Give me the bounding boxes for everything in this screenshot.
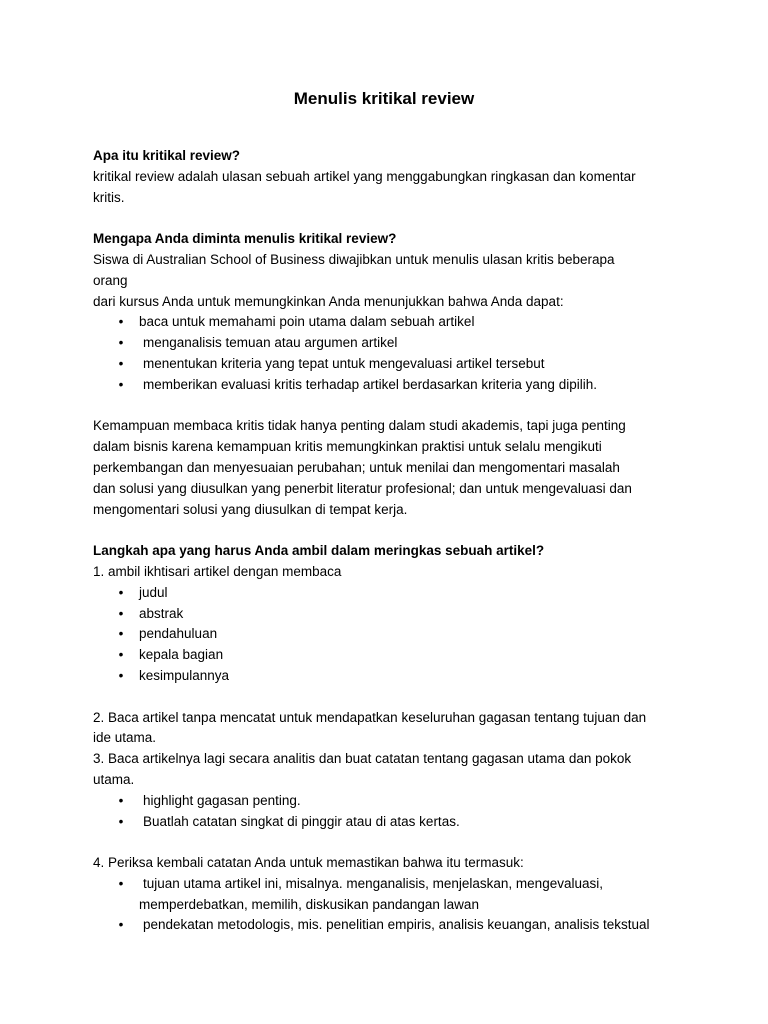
- list-item: [93, 312, 693, 333]
- list-item-text: menentukan kriteria yang tepat untuk mengevaluasi artikel tersebut: [143, 355, 545, 371]
- list-item-text: judul: [139, 584, 168, 600]
- step-line: 1. ambil ikhtisari artikel dengan membaca: [93, 563, 342, 579]
- bullet-icon: •: [118, 584, 124, 600]
- list-item: [93, 915, 693, 936]
- section-heading-why: Mengapa Anda diminta menulis kritikal review?: [93, 231, 397, 247]
- bullet-icon: •: [118, 813, 124, 829]
- list-item-text: kepala bagian: [139, 647, 224, 663]
- bullet-icon: •: [118, 875, 124, 891]
- list-item: [93, 375, 693, 396]
- paragraph-line: dari kursus Anda untuk memungkinkan Anda menunjukkan bahwa Anda dapat:: [93, 293, 564, 309]
- list-item-text: baca untuk memahami poin utama dalam sebuah artikel: [139, 314, 475, 330]
- bullet-icon: •: [118, 647, 124, 663]
- list-item: [93, 624, 693, 645]
- spacer: [93, 396, 693, 417]
- list-item-text: Buatlah catatan singkat di pinggir atau di atas kertas.: [143, 813, 460, 829]
- bullet-icon: •: [118, 376, 124, 392]
- section-heading-steps: Langkah apa yang harus Anda ambil dalam meringkas sebuah artikel?: [93, 543, 545, 559]
- bullet-icon: •: [118, 314, 124, 330]
- bullet-icon: •: [118, 626, 124, 642]
- paragraph-line: perkembangan dan menyesuaian perubahan; untuk menilai dan mengomentari masalah: [93, 459, 620, 475]
- list-item: [93, 791, 693, 812]
- list-item-text: pendekatan metodologis, mis. penelitian empiris, analisis keuangan, analisis tekstual: [143, 917, 650, 933]
- list-item: [93, 874, 693, 895]
- section-heading-what-is: Apa itu kritikal review?: [93, 148, 241, 163]
- list-item: [93, 583, 693, 604]
- bullet-icon: •: [118, 792, 124, 808]
- list-item-text: kesimpulannya: [139, 667, 230, 683]
- bullet-icon: •: [118, 667, 124, 683]
- bullet-icon: •: [118, 355, 124, 371]
- paragraph-line: kritis.: [93, 189, 125, 205]
- step-line: utama.: [93, 771, 135, 787]
- document-body: [93, 146, 693, 936]
- list-item-text: tujuan utama artikel ini, misalnya. menganalisis, menjelaskan, mengevaluasi,: [143, 875, 603, 891]
- step-line: 4. Periksa kembali catatan Anda untuk memastikan bahwa itu termasuk:: [93, 855, 524, 871]
- document-title: Menulis kritikal review: [293, 89, 475, 108]
- list-item-text: menganalisis temuan atau argumen artikel: [143, 335, 398, 351]
- list-item-text: abstrak: [139, 605, 184, 621]
- list-item-text: highlight gagasan penting.: [143, 792, 301, 808]
- paragraph-line: Kemampuan membaca kritis tidak hanya penting dalam studi akademis, tapi juga penting: [93, 418, 626, 434]
- paragraph-line: Siswa di Australian School of Business diwajibkan untuk menulis ulasan kritis beberapa: [93, 251, 615, 267]
- list-item: [93, 645, 693, 666]
- list-item-continuation: memperdebatkan, memilih, diskusikan pandangan lawan: [139, 896, 479, 912]
- spacer: [93, 520, 693, 541]
- list-item-text: pendahuluan: [139, 626, 218, 642]
- list-item: [93, 333, 693, 354]
- paragraph-line: mengomentari solusi yang diusulkan di tempat kerja.: [93, 501, 408, 517]
- list-item: [93, 812, 693, 833]
- list-item: [93, 354, 693, 375]
- spacer: [93, 687, 693, 708]
- paragraph-line: orang: [93, 272, 128, 288]
- list-item-text: memberikan evaluasi kritis terhadap artikel berdasarkan kriteria yang dipilih.: [143, 376, 597, 392]
- bullet-icon: •: [118, 917, 124, 933]
- list-item: [93, 666, 693, 687]
- paragraph-line: dalam bisnis karena kemampuan kritis memungkinkan praktisi untuk selalu mengikuti: [93, 439, 602, 455]
- spacer: [93, 832, 693, 853]
- spacer: [93, 208, 693, 229]
- paragraph-line: dan solusi yang diusulkan yang penerbit literatur profesional; dan untuk mengevaluasi dan: [93, 480, 632, 496]
- bullet-icon: •: [118, 605, 124, 621]
- step-line: 2. Baca artikel tanpa mencatat untuk mendapatkan keseluruhan gagasan tentang tujuan dan: [93, 709, 647, 725]
- list-item: [93, 604, 693, 625]
- paragraph-line: kritikal review adalah ulasan sebuah artikel yang menggabungkan ringkasan dan komentar: [93, 168, 636, 184]
- step-line: ide utama.: [93, 730, 157, 746]
- step-line: 3. Baca artikelnya lagi secara analitis dan buat catatan tentang gagasan utama dan pokok: [93, 751, 632, 767]
- bullet-icon: •: [118, 335, 124, 351]
